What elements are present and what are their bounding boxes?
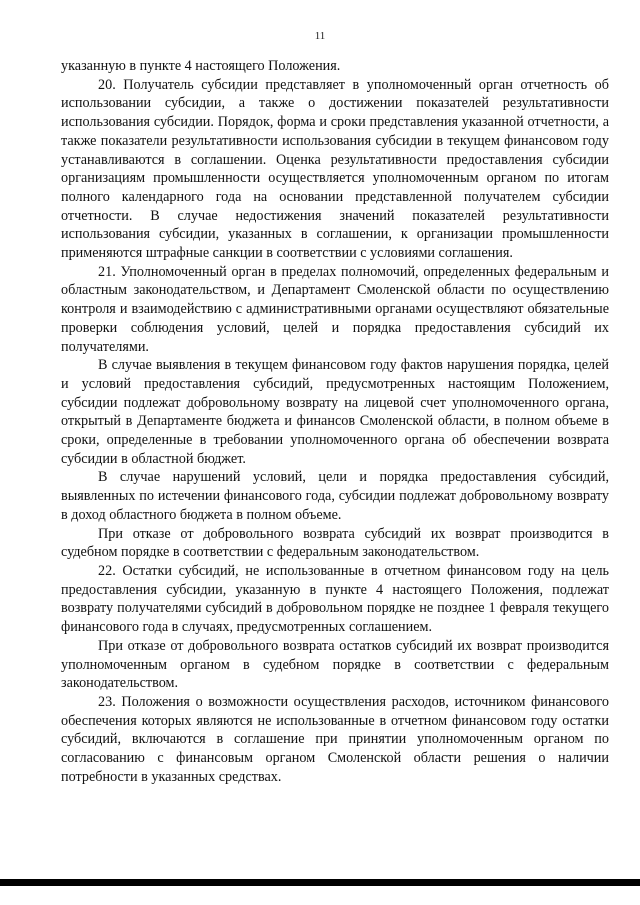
paragraph-item-23: 23. Положения о возможности осуществления расходов, источником финансового обеспечения которых являются не использованные в отчетном финансовом году остатки субсидий, включаются в соглашение при принятии уполномоченным органом по согласованию с финансовым органом Смоленской области решения о наличии потребности в указанных средствах. xyxy=(61,693,609,785)
scan-bottom-edge xyxy=(0,879,640,886)
page-number: 11 xyxy=(314,30,326,42)
paragraph-refusal-remainder: При отказе от добровольного возврата остатков субсидий их возврат производится уполномоченным органом в судебном порядке в соответствии с федеральным законодательством. xyxy=(61,637,609,692)
paragraph-item-21: 21. Уполномоченный орган в пределах полномочий, определенных федеральным и областным законодательством, и Департамент Смоленской области по осуществлению контроля и взаимодействию с административными органами осуществляют обязательные проверки соблюдения условий, целей и порядка предоставления субсидий их получателями. xyxy=(61,263,609,355)
paragraph-item-20: 20. Получатель субсидии представляет в уполномоченный орган отчетность об использовании субсидии, а также о достижении показателей результативности использования субсидии. Порядок, форма и сроки представления указанной отчетности, а также показатели результативности использования субсидии в текущем финансовом году устанавливаются в соглашении. Оценка результативности предоставления субсидии организациям промышленности осуществляется уполномоченным органом по итогам полного календарного года на основании представленной получателем субсидии отчетности. В случае недостижения значений показателей результативности использования субсидии, указанных в соглашении, к организации промышленности применяются штрафные санкции в соответствии с условиями соглашения. xyxy=(61,76,609,262)
paragraph-violation-current-year: В случае выявления в текущем финансовом году фактов нарушения порядка, целей и условий предоставления субсидий, предусмотренных настоящим Положением, субсидии подлежат добровольному возврату на лицевой счет уполномоченного органа, открытый в Департаменте бюджета и финансов Смоленской области, в полном объеме в сроки, определенные в требовании уполномоченного органа об обеспечении возврата субсидии в областной бюджет. xyxy=(61,357,609,467)
paragraph-refusal-court: При отказе от добровольного возврата субсидий их возврат производится в судебном порядке в соответствии с федеральным законодательством. xyxy=(61,525,609,561)
paragraph-violation-after-year: В случае нарушений условий, цели и порядка предоставления субсидий, выявленных по истечении финансового года, субсидии подлежат добровольному возврату в доход областного бюджета в полном объеме. xyxy=(61,469,609,523)
document-body xyxy=(61,57,609,786)
paragraph-item-22: 22. Остатки субсидий, не использованные в отчетном финансовом году на цель предоставления субсидии, указанную в пункте 4 настоящего Положения, подлежат возврату получателями субсидий в добровольном порядке не позднее 1 февраля текущего финансового года в случаях, предусмотренных соглашением. xyxy=(61,562,609,636)
paragraph-continuation: указанную в пункте 4 настоящего Положения. xyxy=(61,58,341,74)
